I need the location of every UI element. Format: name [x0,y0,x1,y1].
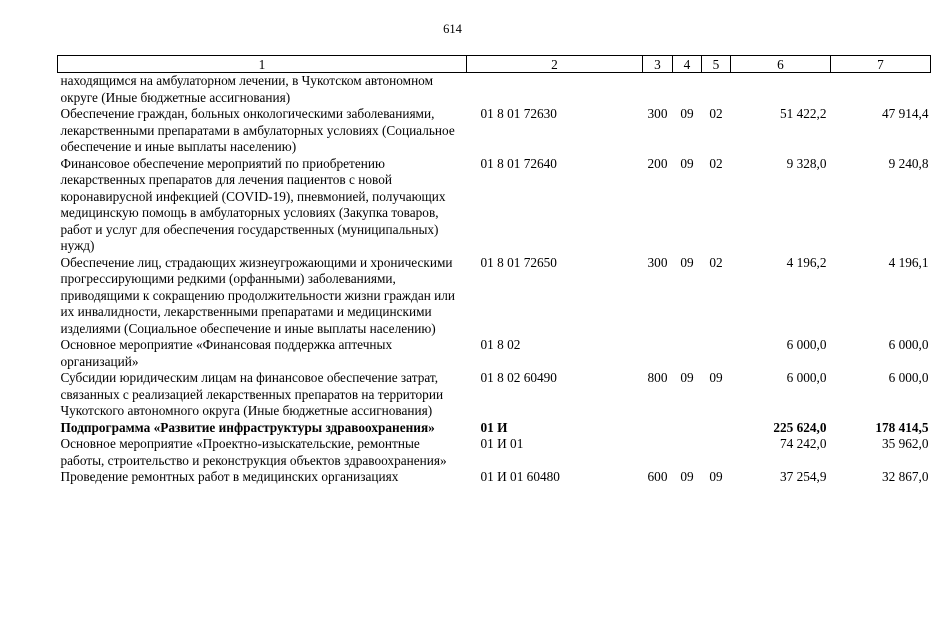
header-col-5: 5 [702,56,731,73]
budget-table [57,55,931,486]
row-description: Основное мероприятие «Проектно-изыскательские, ремонтные работы, строительство и реконструкция объектов здравоохранения» [60,436,447,468]
header-col-4: 4 [673,56,702,73]
table-row [58,420,931,437]
row-amount-col7 [831,73,931,107]
header-col-3: 3 [643,56,673,73]
row-amount-col6: 74 242,0 [779,436,827,451]
row-subsection [702,436,731,469]
table-row [58,156,931,255]
row-code: 01 И [480,419,508,435]
row-subsection [702,73,731,107]
row-expense-type [643,73,673,107]
row-section [673,436,702,469]
row-amount-col7: 6 000,0 [888,370,929,385]
header-col-7: 7 [831,56,931,73]
row-description: Финансовое обеспечение мероприятий по приобретению лекарственных препаратов для лечения пациентов с новой коронавирусной инфекцией (COVID-19), пневмонией, получающих медицинскую помощь в амбулаторных условиях (Закупка товаров, работ и услуг для обеспечения государственных (муниципальных) нужд) [60,155,446,253]
row-amount-col6: 37 254,9 [779,469,827,484]
row-expense-type [643,337,673,370]
header-col-6: 6 [731,56,831,73]
table-row [58,469,931,486]
row-amount-col6: 9 328,0 [786,155,827,171]
header-col-2: 2 [467,56,643,73]
row-expense-type: 800 [647,370,668,385]
row-section [673,420,702,437]
row-subsection: 09 [709,370,723,385]
row-description: Обеспечение граждан, больных онкологическими заболеваниями, лекарственными препаратами в амбулаторных условиях (Социальное обеспечение и иные выплаты населению) [60,106,455,154]
row-expense-type: 600 [647,469,668,484]
table-row [58,337,931,370]
table-row [58,370,931,420]
row-code: 01 8 02 60490 [480,370,557,385]
row-code: 01 8 01 72640 [480,155,557,171]
row-amount-col7: 4 196,1 [888,254,929,270]
row-expense-type [643,436,673,469]
row-subsection: 09 [709,469,723,484]
row-amount-col7: 9 240,8 [888,155,929,171]
page-number: 614 [443,22,462,36]
row-amount-col7: 35 962,0 [881,436,929,451]
row-amount-col6: 51 422,2 [779,106,827,121]
row-expense-type: 300 [647,254,668,270]
row-section: 09 [680,370,694,385]
table-row [58,436,931,469]
row-expense-type: 300 [647,106,668,121]
row-subsection [702,337,731,370]
row-section: 09 [680,254,694,270]
row-amount-col6: 6 000,0 [786,337,827,352]
row-section [673,337,702,370]
row-code: 01 И 01 [480,436,524,451]
table-row [58,106,931,156]
header-row [58,56,931,73]
row-section: 09 [680,469,694,484]
table-row [58,255,931,338]
row-code: 01 8 02 [480,337,521,352]
row-description: Подпрограмма «Развитие инфраструктуры здравоохранения» [60,419,435,435]
row-section: 09 [680,155,694,171]
row-description: Основное мероприятие «Финансовая поддержка аптечных организаций» [60,337,393,369]
row-code: 01 8 01 72650 [480,254,557,270]
row-section [673,73,702,107]
row-subsection: 02 [709,254,723,270]
row-expense-type [643,420,673,437]
row-amount-col6 [731,73,831,107]
row-description: Субсидии юридическим лицам на финансовое обеспечение затрат, связанных с реализацией лекарственных препаратов на территории Чукотского автономного округа (Иные бюджетные ассигнования) [60,370,444,418]
row-amount-col7: 6 000,0 [888,337,929,352]
row-amount-col6: 4 196,2 [786,254,827,270]
row-expense-type: 200 [647,155,668,171]
row-description: Обеспечение лиц, страдающих жизнеугрожающими и хроническими прогрессирующими редкими (орфанными) заболеваниями, приводящими к сокращению продолжительности жизни граждан или их инвалидности, лекарственными препаратами и медицинскими изделиями (Социальное обеспечение и иные выплаты населению) [60,254,456,336]
row-code: 01 И 01 60480 [480,469,560,484]
header-col-1: 1 [58,56,467,73]
row-description: находящимся на амбулаторном лечении, в Чукотском автономном округе (Иные бюджетные ассигнования) [60,73,433,105]
row-subsection: 02 [709,106,723,121]
row-amount-col7: 47 914,4 [881,106,929,121]
row-subsection: 02 [709,155,723,171]
row-subsection [702,420,731,437]
row-description: Проведение ремонтных работ в медицинских организациях [60,469,399,484]
row-code: 01 8 01 72630 [480,106,557,121]
table-row [58,73,931,107]
row-amount-col7: 32 867,0 [881,469,929,484]
row-amount-col7: 178 414,5 [875,419,929,435]
row-section: 09 [680,106,694,121]
row-amount-col6: 225 624,0 [773,419,827,435]
row-code [467,73,643,107]
row-amount-col6: 6 000,0 [786,370,827,385]
